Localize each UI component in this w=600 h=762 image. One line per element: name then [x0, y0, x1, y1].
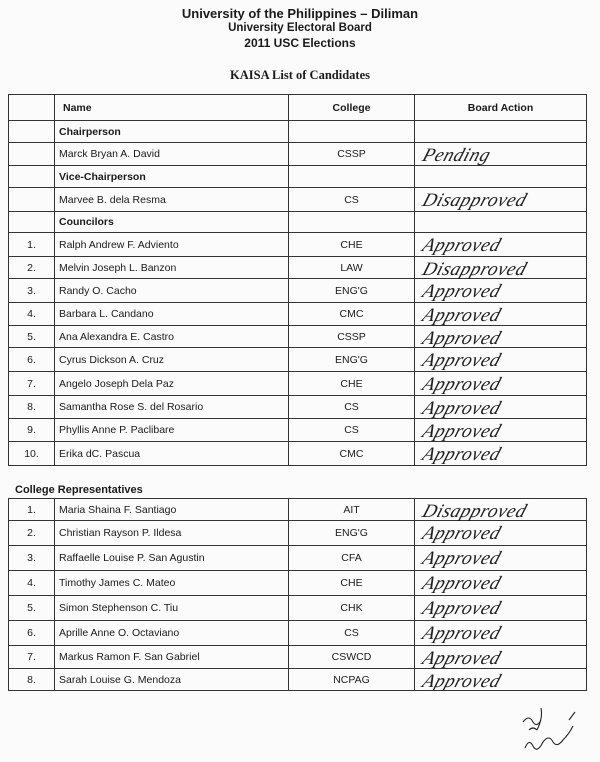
board-action-cell	[415, 571, 587, 596]
candidate-name: Randy O. Cacho	[55, 279, 289, 303]
elections-title: 2011 USC Elections	[244, 36, 356, 50]
board-action-handwritten: Disapproved	[419, 190, 530, 211]
chairperson-label: Chairperson	[55, 121, 289, 143]
candidate-college: ENG'G	[289, 348, 415, 372]
board-action-handwritten: Disapproved	[419, 259, 530, 280]
candidate-college: CMC	[289, 303, 415, 326]
candidate-college: CMC	[289, 442, 415, 466]
candidate-college: CS	[289, 396, 415, 419]
candidate-row	[9, 621, 587, 646]
candidate-row	[9, 419, 587, 442]
candidate-name: Cyrus Dickson A. Cruz	[55, 348, 289, 372]
board-action-handwritten: Approved	[419, 523, 504, 544]
college-header: College	[289, 95, 415, 121]
chairperson-category-row	[9, 121, 587, 143]
vice-chairperson-label: Vice-Chairperson	[55, 166, 289, 188]
table-header-row	[9, 95, 587, 121]
candidate-name: Sarah Louise G. Mendoza	[55, 669, 289, 691]
board-action-cell	[415, 348, 587, 372]
candidate-college: CSSP	[289, 326, 415, 348]
board-action-handwritten: Approved	[419, 573, 504, 594]
board-action-handwritten: Approved	[419, 305, 504, 326]
board-action-cell	[415, 303, 587, 326]
candidate-name: Samantha Rose S. del Rosario	[55, 396, 289, 419]
candidate-row	[9, 396, 587, 419]
board-action-cell	[415, 257, 587, 279]
board-action-handwritten: Approved	[419, 421, 504, 442]
candidate-college: AIT	[289, 499, 415, 521]
candidate-row	[9, 233, 587, 257]
candidate-row	[9, 372, 587, 396]
candidate-college: CHE	[289, 372, 415, 396]
candidate-number: 3.	[9, 279, 55, 303]
board-action-handwritten: Approved	[419, 444, 504, 465]
board-action-handwritten: Approved	[419, 328, 504, 349]
board-action-cell	[415, 596, 587, 621]
candidate-number: 2.	[9, 257, 55, 279]
candidate-number: 7.	[9, 372, 55, 396]
candidate-number: 4.	[9, 571, 55, 596]
candidate-number: 8.	[9, 669, 55, 691]
candidate-name: Raffaelle Louise P. San Agustin	[55, 546, 289, 571]
candidate-number: 6.	[9, 621, 55, 646]
candidate-name: Melvin Joseph L. Banzon	[55, 257, 289, 279]
candidate-name: Marck Bryan A. David	[55, 143, 289, 166]
board-action-handwritten: Pending	[419, 145, 494, 166]
candidate-name: Barbara L. Candano	[55, 303, 289, 326]
candidate-college: ENG'G	[289, 521, 415, 546]
board-action-cell	[415, 621, 587, 646]
candidate-number: 4.	[9, 303, 55, 326]
college-representatives-table	[8, 498, 587, 691]
board-action-handwritten: Approved	[419, 398, 504, 419]
candidate-row	[9, 442, 587, 466]
board-action-cell	[415, 372, 587, 396]
candidate-number: 3.	[9, 546, 55, 571]
candidate-row	[9, 326, 587, 348]
candidate-name: Simon Stephenson C. Tiu	[55, 596, 289, 621]
candidate-row	[9, 279, 587, 303]
board-action-cell	[415, 669, 587, 691]
candidate-name: Erika dC. Pascua	[55, 442, 289, 466]
councilors-label: Councilors	[55, 212, 289, 233]
board-action-cell	[415, 279, 587, 303]
candidate-number: 5.	[9, 596, 55, 621]
candidate-row	[9, 499, 587, 521]
candidate-row	[9, 257, 587, 279]
candidate-college: CS	[289, 188, 415, 212]
candidate-number: 2.	[9, 521, 55, 546]
candidate-name: Phyllis Anne P. Paclibare	[55, 419, 289, 442]
college-representatives-label: College Representatives	[15, 484, 143, 496]
candidate-row	[9, 646, 587, 669]
candidate-name: Ana Alexandra E. Castro	[55, 326, 289, 348]
board-action-handwritten: Approved	[419, 548, 504, 569]
board-action-handwritten: Disapproved	[419, 501, 530, 522]
candidate-college: CSWCD	[289, 646, 415, 669]
university-title: University of the Philippines – Diliman	[181, 6, 419, 21]
candidate-number: 7.	[9, 646, 55, 669]
officers-table	[8, 94, 587, 466]
candidate-number: 1.	[9, 233, 55, 257]
candidate-name: Christian Rayson P. Ildesa	[55, 521, 289, 546]
candidate-name: Angelo Joseph Dela Paz	[55, 372, 289, 396]
board-action-cell	[415, 521, 587, 546]
candidate-number: 5.	[9, 326, 55, 348]
candidate-college: CFA	[289, 546, 415, 571]
candidate-row	[9, 571, 587, 596]
candidate-row	[9, 669, 587, 691]
candidate-college: CS	[289, 621, 415, 646]
candidate-name: Marvee B. dela Resma	[55, 188, 289, 212]
board-action-handwritten: Approved	[419, 623, 504, 644]
candidate-name: Markus Ramon F. San Gabriel	[55, 646, 289, 669]
candidate-number: 9.	[9, 419, 55, 442]
list-title: KAISA List of Candidates	[230, 68, 370, 82]
candidate-row	[9, 348, 587, 372]
handwritten-signature	[515, 700, 595, 760]
number-header	[9, 95, 55, 121]
electoral-board-title: University Electoral Board	[228, 22, 372, 34]
candidate-college: CHK	[289, 596, 415, 621]
candidate-row	[9, 596, 587, 621]
candidate-number: 10.	[9, 442, 55, 466]
candidate-college: NCPAG	[289, 669, 415, 691]
board-action-handwritten: Approved	[419, 350, 504, 371]
board-action-cell	[415, 546, 587, 571]
board-action-cell	[415, 396, 587, 419]
candidate-row	[9, 521, 587, 546]
board-action-cell	[415, 326, 587, 348]
candidate-name: Aprille Anne O. Octaviano	[55, 621, 289, 646]
name-header: Name	[55, 95, 289, 121]
candidate-college: LAW	[289, 257, 415, 279]
board-action-handwritten: Approved	[419, 374, 504, 395]
board-action-handwritten: Approved	[419, 671, 504, 692]
vice-chairperson-candidate-row	[9, 188, 587, 212]
board-action-header: Board Action	[415, 95, 587, 121]
board-action-handwritten: Approved	[419, 598, 504, 619]
board-action-cell	[415, 233, 587, 257]
candidate-college: CS	[289, 419, 415, 442]
candidate-number: 6.	[9, 348, 55, 372]
board-action-handwritten: Approved	[419, 281, 504, 302]
board-action-cell	[415, 419, 587, 442]
candidate-college: CHE	[289, 233, 415, 257]
board-action-handwritten: Approved	[419, 235, 504, 256]
candidate-number: 8.	[9, 396, 55, 419]
candidate-number: 1.	[9, 499, 55, 521]
candidate-row	[9, 303, 587, 326]
candidate-name: Ralph Andrew F. Adviento	[55, 233, 289, 257]
candidate-college: CHE	[289, 571, 415, 596]
candidate-college: CSSP	[289, 143, 415, 166]
candidate-college: ENG'G	[289, 279, 415, 303]
vice-chairperson-category-row	[9, 166, 587, 188]
board-action-cell	[415, 646, 587, 669]
chairperson-candidate-row	[9, 143, 587, 166]
candidate-row	[9, 546, 587, 571]
candidate-name: Timothy James C. Mateo	[55, 571, 289, 596]
board-action-handwritten: Approved	[419, 648, 504, 669]
board-action-cell	[415, 499, 587, 521]
board-action-cell	[415, 442, 587, 466]
councilors-category-row	[9, 212, 587, 233]
candidate-name: Maria Shaina F. Santiago	[55, 499, 289, 521]
